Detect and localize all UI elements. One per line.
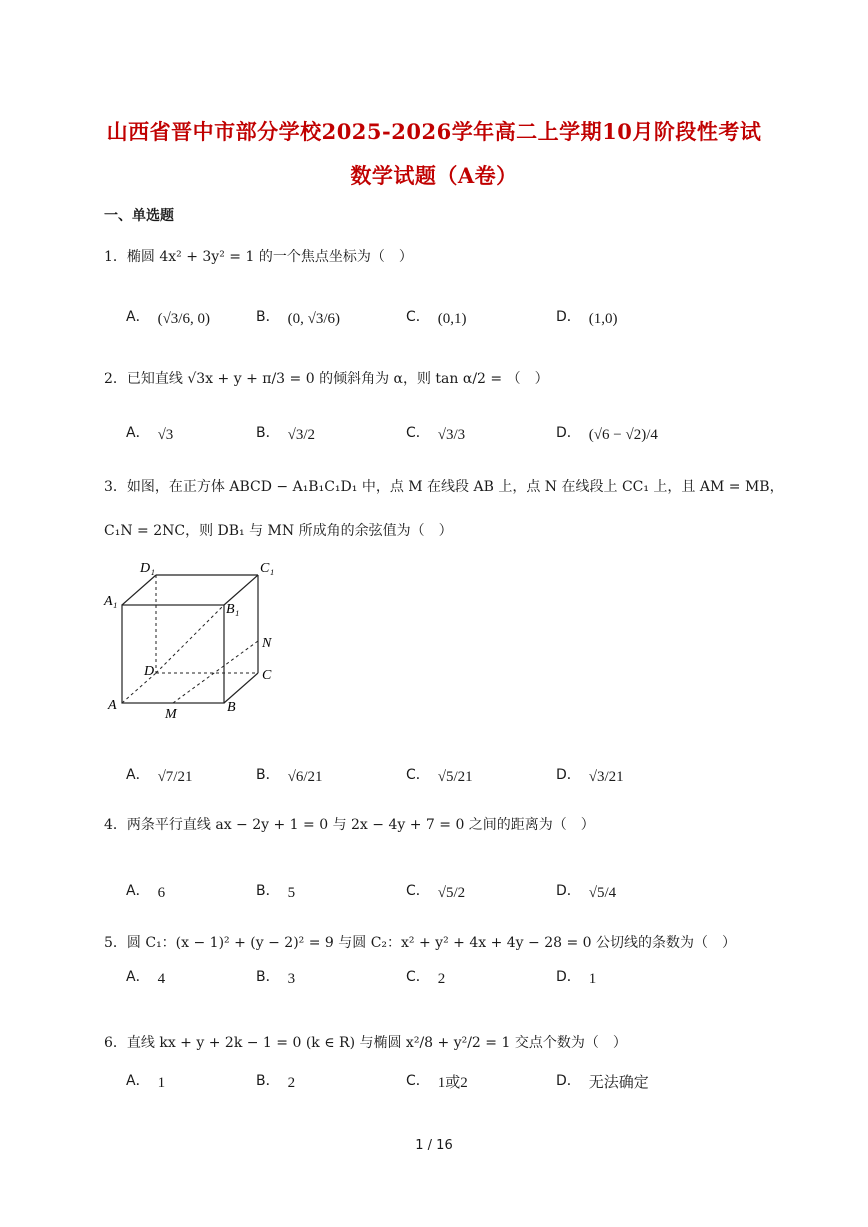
- q4-option-a: A． 6: [126, 883, 166, 901]
- q4-option-d: D． √5/4: [556, 883, 617, 901]
- q6-option-b: B． 2: [256, 1073, 296, 1091]
- q5-option-d: D． 1: [556, 969, 597, 987]
- q1-option-c: C． (0,1): [406, 309, 467, 327]
- cube-figure: [100, 555, 290, 725]
- page-number: 1 / 16: [415, 1138, 453, 1153]
- label-N: N: [262, 636, 272, 651]
- question-3-options: [126, 742, 726, 788]
- q3-option-d: D． √3/21: [556, 767, 624, 785]
- question-4-options: [126, 858, 726, 904]
- question-6-text: 6．直线 kx + y + 2k − 1 = 0 (k ∈ R) 与椭圆 x²/8 + y²/2 = 1 交点个数为（ ）: [104, 1035, 627, 1051]
- q1-option-a: A． (√3/6, 0): [126, 309, 210, 327]
- q4-option-b: B． 5: [256, 883, 296, 901]
- q5-option-c: C． 2: [406, 969, 446, 987]
- q2-option-b: B． √3/2: [256, 425, 316, 443]
- label-B: B: [227, 700, 236, 715]
- q6-option-c: C． 1或2: [406, 1073, 468, 1091]
- q4-option-c: C． √5/2: [406, 883, 466, 901]
- q5-option-b: B． 3: [256, 969, 296, 987]
- q2-option-a: A． √3: [126, 425, 174, 443]
- document-title-line2: 数学试题（A卷）: [350, 163, 518, 188]
- label-A1: A₁: [104, 594, 118, 609]
- label-C: C: [262, 668, 272, 683]
- q2-option-c: C． √3/3: [406, 425, 466, 443]
- q6-option-a: A． 1: [126, 1073, 166, 1091]
- q3-option-c: C． √5/21: [406, 767, 473, 785]
- question-5-options: [126, 944, 726, 990]
- label-M: M: [165, 707, 177, 722]
- q3-option-b: B． √6/21: [256, 767, 323, 785]
- label-A: A: [108, 698, 117, 713]
- label-D: D: [144, 664, 155, 679]
- q3-option-a: A． √7/21: [126, 767, 193, 785]
- document-title-line1: 山西省晋中市部分学校2025-2026学年高二上学期10月阶段性考试: [106, 119, 762, 144]
- label-D1: D₁: [140, 561, 155, 576]
- question-6-options: [126, 1048, 726, 1094]
- question-3-text: 3．如图，在正方体 ABCD − A₁B₁C₁D₁ 中，点 M 在线段 AB 上，点 N 在线段上 CC₁ 上，且 AM = MB，: [104, 479, 784, 495]
- q1-option-b: B． (0, √3/6): [256, 309, 340, 327]
- label-B1: B₁: [226, 602, 240, 617]
- question-4-text: 4．两条平行直线 ax − 2y + 1 = 0 与 2x − 4y + 7 = 0 之间的距离为（ ）: [104, 817, 595, 833]
- q5-option-a: A． 4: [126, 969, 166, 987]
- question-1-options: [126, 284, 726, 330]
- question-2-options: [126, 400, 726, 446]
- q2-option-d: D． (√6 − √2)/4: [556, 425, 658, 443]
- question-5-text: 5．圆 C₁：(x − 1)² + (y − 2)² = 9 与圆 C₂：x² + y² + 4x + 4y − 28 = 0 公切线的条数为（ ）: [104, 935, 737, 951]
- section-heading: 一、单选题: [104, 208, 174, 224]
- label-C1: C₁: [260, 561, 275, 576]
- question-2-text: 2．已知直线 √3x + y + π/3 = 0 的倾斜角为 α，则 tan α/2 = （ ）: [104, 371, 549, 387]
- question-1-text: 1．椭圆 4x² + 3y² = 1 的一个焦点坐标为（ ）: [104, 249, 413, 265]
- q6-option-d: D． 无法确定: [556, 1073, 649, 1091]
- question-3-text-cont: C₁N = 2NC，则 DB₁ 与 MN 所成角的余弦值为（ ）: [104, 523, 453, 539]
- q1-option-d: D． (1,0): [556, 309, 618, 327]
